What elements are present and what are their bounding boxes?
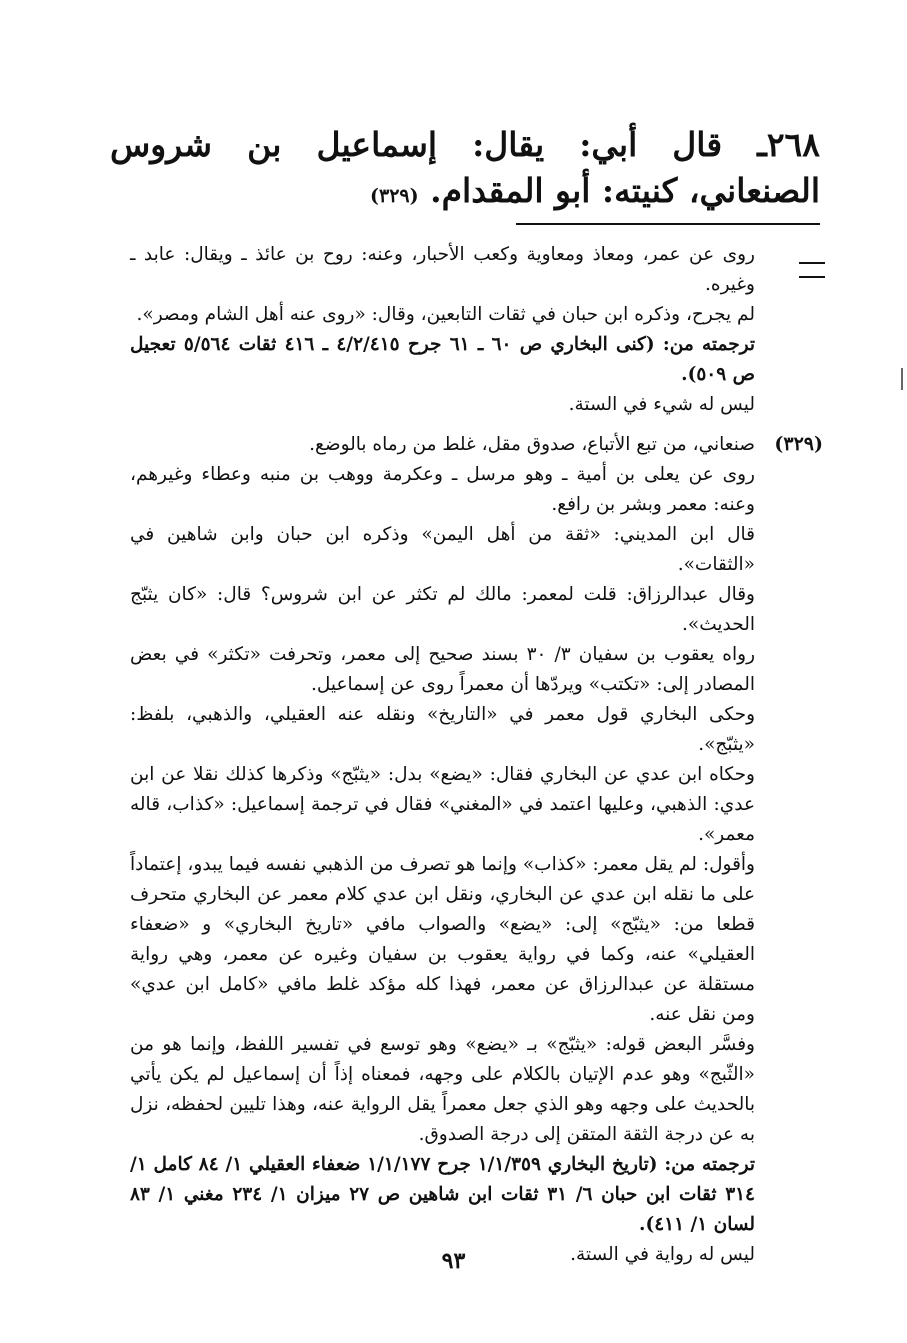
footnote-line: قال ابن المديني: «ثقة من أهل اليمن» وذكره ابن حبان وابن شاهين في «الثقات». — [130, 524, 755, 575]
footnote-number: (٣٢٩) — [774, 433, 823, 455]
entry-text: قال أبي: يقال: إسماعيل بن شروس الصنعاني، كنيته: أبو المقدام. — [110, 125, 820, 210]
continuation-marker — [799, 262, 825, 278]
footnote-body — [130, 430, 755, 1270]
entry-number: ٢٦٨ـ — [757, 125, 820, 164]
page-number: ٩٣ — [441, 1248, 466, 1274]
footnote-line: لم يجرح، وذكره ابن حبان في ثقات التابعين، وقال: «روى عنه أهل الشام ومصر». — [136, 304, 755, 325]
footnote-line: وقال عبدالرزاق: قلت لمعمر: مالك لم تكثر عن ابن شروس؟ قال: «كان يثبّج الحديث». — [130, 584, 755, 635]
entry-heading — [110, 122, 820, 219]
footnote-line: وفسَّر البعض قوله: «يثبّج» بـ «يضع» وهو توسع في تفسير اللفظ، وإنما هو من «الثّبج» وهو عدم الإتيان بالكلام على وجهه، فمعناه إذاً أن إسماعيل لم يكن يأتي بالحديث على وجهه وهو الذي جعل معمراً يقل الرواية عنه، وهذا تليين لحفظه، نزل به عن درجة الثقة المتقن إلى درجة الصدوق. — [130, 1034, 755, 1145]
footnote-line: ليس له رواية في الستة. — [570, 1244, 755, 1265]
footnote-continued — [130, 240, 755, 420]
footnote-line: وأقول: لم يقل معمر: «كذاب» وإنما هو تصرف من الذهبي نفسه فيما يبدو، إعتماداً على ما نقله ابن عدي عن البخاري، ونقل ابن عدي كلام معمر عن البخاري متحرف قطعا من: «يثبّج» إلى: «يضع» والصواب مافي «تاريخ البخاري» و «ضعفاء العقيلي» عنه، وكما في رواية يعقوب بن سفيان وغيره عن معمر، وهي رواية مستقلة عن عبدالرزاق عن معمر، فهذا كله مؤكد غلط مافي «كامل ابن عدي» ومن نقل عنه. — [130, 854, 755, 1025]
scan-artifact — [901, 368, 903, 390]
footnote-reference: (٣٢٩) — [370, 185, 419, 207]
footnote-line: روى عن عمر، ومعاذ ومعاوية وكعب الأحبار، وعنه: روح بن عائذ ـ ويقال: عابد ـ وغيره. — [130, 244, 755, 295]
footnote-separator — [516, 223, 820, 225]
footnote-line: ترجمته من: (كنى البخاري ص ٦٠ ـ ٦١ جرح ٤/٢/٤١٥ ـ ٤١٦ ثقات ٥/٥٦٤ تعجيل ص ٥٠٩). — [130, 334, 755, 385]
footnote-line: وحكاه ابن عدي عن البخاري فقال: «يضع» بدل: «يثبّج» وذكرها كذلك نقلا عن ابن عدي: الذهبي، وعليها اعتمد في «المغني» فقال في ترجمة إسماعيل: «كذاب، قاله معمر». — [130, 764, 755, 845]
footnote-line: روى عن يعلى بن أمية ـ وهو مرسل ـ وعكرمة ووهب بن منبه وعطاء وغيرهم، وعنه: معمر وبشر بن رافع. — [130, 464, 755, 515]
footnote-line: رواه يعقوب بن سفيان ٣/ ٣٠ بسند صحيح إلى معمر، وتحرفت «تكثر» في بعض المصادر إلى: «تكتب» ويردّها أن معمراً روى عن إسماعيل. — [130, 644, 756, 695]
footnote-line: صنعاني، من تبع الأتباع، صدوق مقل، غلط من رماه بالوضع. — [309, 434, 755, 455]
footnote-line: ترجمته من: (تاريخ البخاري ١/١/٣٥٩ جرح ١/١/١٧٧ ضعفاء العقيلي ١/ ٨٤ كامل ١/ ٣١٤ ثقات ابن حبان ٦/ ٣١ ثقات ابن شاهين ص ٢٧ ميزان ١/ ٢٣٤ مغني ١/ ٨٣ لسان ١/ ٤١١). — [130, 1154, 756, 1235]
footnote-line: ليس له شيء في الستة. — [568, 394, 755, 415]
footnote-line: وحكى البخاري قول معمر في «التاريخ» ونقله عنه العقيلي، والذهبي، بلفظ: «يثبّج». — [130, 704, 755, 755]
